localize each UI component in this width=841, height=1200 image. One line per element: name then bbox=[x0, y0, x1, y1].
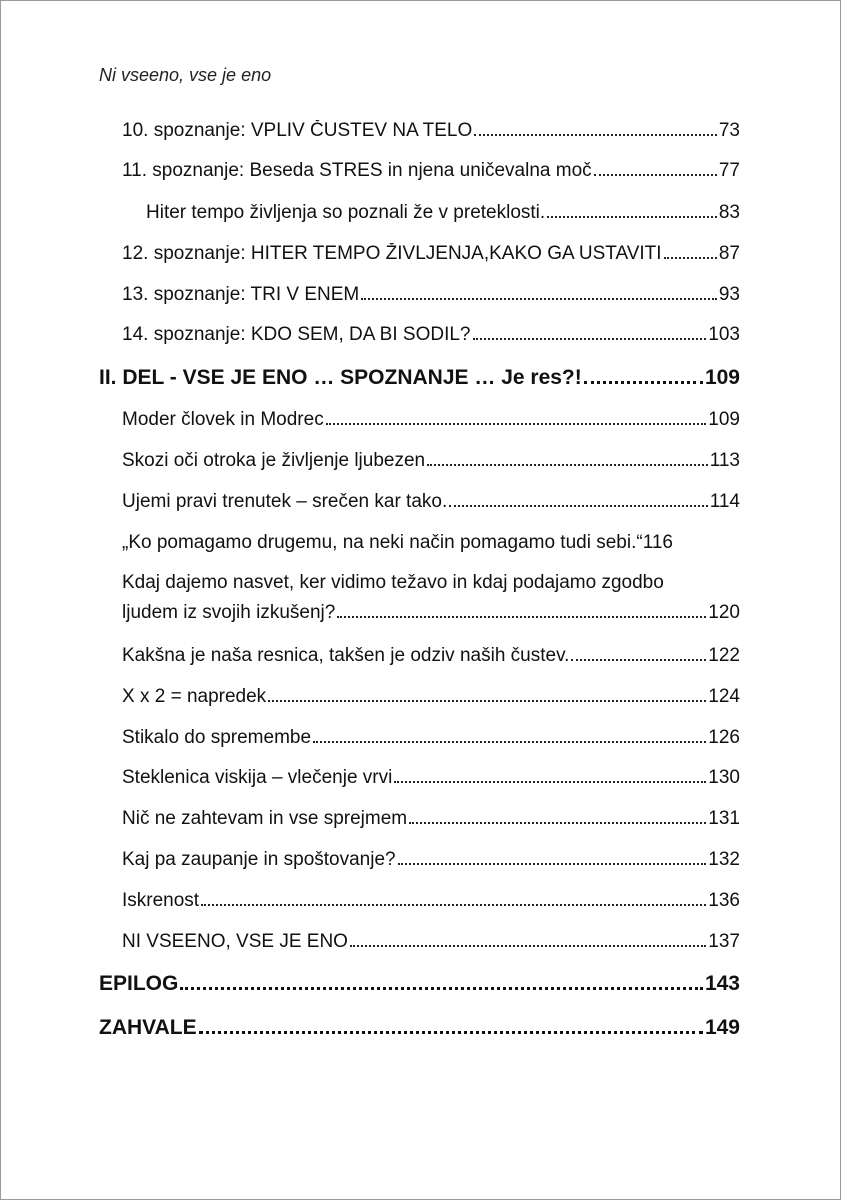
toc-entry bbox=[122, 645, 740, 667]
toc-entry-title: „Ko pomagamo drugemu, na neki način pomagamo tudi sebi.“ bbox=[122, 532, 643, 553]
toc-leader-dots bbox=[449, 501, 707, 507]
toc-entry-page: 130 bbox=[708, 767, 740, 788]
toc-entry-page: 113 bbox=[709, 450, 740, 471]
toc-leader-dots bbox=[199, 1026, 703, 1034]
toc-entry-title: 13. spoznanje: TRI V ENEM bbox=[122, 284, 360, 305]
toc-entry bbox=[122, 767, 740, 789]
toc-leader-dots bbox=[326, 419, 707, 425]
toc-entry-page: 83 bbox=[718, 202, 740, 223]
toc-entry-page: 122 bbox=[708, 645, 740, 666]
toc-leader-dots bbox=[584, 376, 703, 384]
toc-entry-page: 116 bbox=[642, 532, 673, 553]
toc-entry-page: 132 bbox=[708, 849, 740, 870]
toc-leader-dots bbox=[398, 859, 707, 865]
toc-leader-dots bbox=[594, 170, 717, 176]
toc-entry-title: Skozi oči otroka je življenje ljubezen bbox=[122, 450, 426, 471]
toc-entry-title: ljudem iz svojih izkušenj? bbox=[122, 602, 336, 623]
toc-entry-page: 143 bbox=[704, 972, 740, 995]
toc-leader-dots bbox=[180, 982, 703, 990]
toc-entry bbox=[122, 602, 740, 624]
toc-entry-page: 120 bbox=[708, 602, 740, 623]
running-header: Ni vseeno, vse je eno bbox=[99, 65, 272, 85]
toc-entry bbox=[122, 450, 740, 472]
toc-leader-dots bbox=[409, 818, 706, 824]
toc-entry bbox=[122, 532, 740, 554]
toc-leader-dots bbox=[361, 294, 717, 300]
toc-leader-dots bbox=[313, 737, 706, 743]
toc-entry-title: Moder človek in Modrec bbox=[122, 409, 324, 430]
toc-leader-dots bbox=[571, 655, 706, 661]
toc-entry-title: Steklenica viskija – vlečenje vrvi bbox=[122, 767, 393, 788]
toc-entry-title: Nič ne zahtevam in vse sprejmem bbox=[122, 808, 408, 829]
toc-entry bbox=[122, 284, 740, 306]
toc-entry bbox=[122, 243, 740, 265]
toc-entry-page: 137 bbox=[708, 931, 740, 952]
toc-entry-page: 149 bbox=[704, 1016, 740, 1039]
toc-entry-page: 136 bbox=[708, 890, 740, 911]
toc-entry bbox=[122, 160, 740, 182]
toc-part-heading bbox=[99, 367, 740, 389]
toc-leader-dots bbox=[474, 130, 717, 136]
toc-entry bbox=[122, 120, 740, 142]
toc-entry bbox=[122, 686, 740, 708]
toc-entry-title: 14. spoznanje: KDO SEM, DA BI SODIL? bbox=[122, 324, 471, 345]
toc-entry-title: NI VSEENO, VSE JE ENO bbox=[122, 931, 348, 952]
toc-entry bbox=[122, 808, 740, 830]
toc-entry-page: 131 bbox=[708, 808, 740, 829]
toc-leader-dots bbox=[268, 696, 706, 702]
toc-leader-dots bbox=[350, 941, 706, 947]
toc-entry-page: 114 bbox=[709, 491, 740, 512]
toc-entry-title: Iskrenost bbox=[122, 890, 200, 911]
toc-entry bbox=[122, 849, 740, 871]
toc-entry-page: 124 bbox=[708, 686, 740, 707]
toc-entry-title: 11. spoznanje: Beseda STRES in njena uničevalna moč bbox=[122, 160, 592, 181]
toc-leader-dots bbox=[664, 253, 717, 259]
toc-leader-dots bbox=[337, 612, 706, 618]
toc-entry-title: Kaj pa zaupanje in spoštovanje? bbox=[122, 849, 396, 870]
toc-entry bbox=[122, 727, 740, 749]
toc-subentry bbox=[146, 202, 740, 224]
toc-entry-page: 126 bbox=[708, 727, 740, 748]
toc-part-heading bbox=[99, 973, 740, 995]
toc-entry-title: X x 2 = napredek bbox=[122, 686, 267, 707]
toc-entry-title: II. DEL - VSE JE ENO … SPOZNANJE … Je res?! bbox=[99, 367, 582, 389]
toc-entry-title: Kakšna je naša resnica, takšen je odziv naših čustev. bbox=[122, 645, 570, 666]
toc-entry-page: 103 bbox=[708, 324, 740, 345]
toc-entry-page: 109 bbox=[708, 409, 740, 430]
toc-entry bbox=[122, 890, 740, 912]
toc-entry-page: 77 bbox=[718, 160, 740, 181]
toc-leader-dots bbox=[201, 900, 706, 906]
toc-leader-dots bbox=[394, 777, 706, 783]
toc-entry bbox=[122, 324, 740, 346]
toc-entry bbox=[122, 409, 740, 431]
toc-entry-title: ZAHVALE bbox=[99, 1017, 197, 1039]
toc-entry-page: 87 bbox=[718, 243, 740, 264]
toc-entry-page: 109 bbox=[704, 366, 740, 389]
toc-entry-title: 10. spoznanje: VPLIV ČUSTEV NA TELO bbox=[122, 120, 473, 141]
toc-entry-page: 93 bbox=[718, 284, 740, 305]
toc-leader-dots bbox=[473, 334, 707, 340]
toc-entry-title: 12. spoznanje: HITER TEMPO ŽIVLJENJA,KAKO GA USTAVITI bbox=[122, 243, 662, 264]
toc-leader-dots bbox=[427, 460, 708, 466]
toc-entry-page: 73 bbox=[718, 120, 740, 141]
toc-entry-title: Ujemi pravi trenutek – srečen kar tako. bbox=[122, 491, 448, 512]
toc-entry bbox=[122, 491, 740, 513]
toc-entry bbox=[122, 931, 740, 953]
toc-entry-title: EPILOG bbox=[99, 973, 179, 995]
toc-entry-title: Stikalo do spremembe bbox=[122, 727, 312, 748]
toc-part-heading bbox=[99, 1017, 740, 1039]
toc-entry-title-line1: Kdaj dajemo nasvet, ker vidimo težavo in kdaj podajamo zgodbo bbox=[122, 572, 664, 593]
toc-entry-title: Hiter tempo življenja so poznali že v preteklosti. bbox=[146, 202, 546, 223]
toc-leader-dots bbox=[547, 212, 717, 218]
